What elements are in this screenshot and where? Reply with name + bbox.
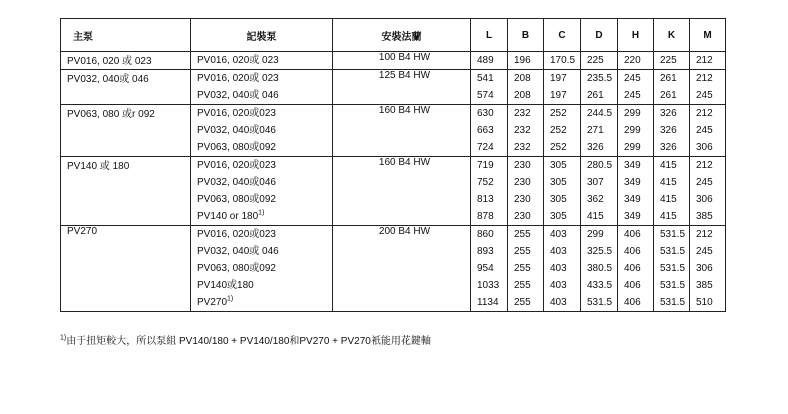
dim-B-value: 230 [514, 177, 531, 188]
dim-B-value: 196 [514, 55, 531, 66]
mounted-pump-label: PV270 [197, 297, 228, 308]
dim-M-value: 245 [696, 177, 713, 188]
dim-C-cell [544, 157, 581, 226]
main-pump-cell: PV032, 040或 046 [61, 70, 191, 105]
header-main-pump: 主泵 [61, 19, 191, 52]
dim-D-cell [581, 52, 618, 70]
dim-C-value: 197 [550, 73, 567, 84]
mounted-pump-line [197, 105, 332, 122]
dim-L-cell [471, 52, 508, 70]
mounted-pump-label: PV016, 020或023 [197, 229, 276, 240]
dim-B-value: 230 [514, 211, 531, 222]
dim-C-cell [544, 226, 581, 312]
footnote-text: 由于扭矩較大，所以泵組 PV140/180 + PV140/180和PV270 + PV270衹能用花鍵軸 [66, 336, 431, 347]
dim-C-cell [544, 105, 581, 157]
flange-cell: 160 B4 HW [333, 157, 471, 226]
dim-B-value: 255 [514, 297, 531, 308]
dim-M-value: 510 [696, 297, 713, 308]
dim-C-value: 305 [550, 177, 567, 188]
flange-cell: 160 B4 HW [333, 105, 471, 157]
dim-K-value: 415 [660, 160, 677, 171]
mounted-pump-line [197, 277, 332, 294]
table-row [61, 157, 726, 226]
dim-K-cell [654, 105, 690, 157]
footnote-marker: 1) [60, 334, 67, 342]
mounted-pump-line [197, 157, 332, 174]
dim-L-cell [471, 226, 508, 312]
dim-K-value: 531.5 [660, 263, 686, 274]
mounted-pump-line [197, 226, 332, 243]
dim-D-value: 235.5 [587, 73, 613, 84]
main-pump-cell: PV270 [61, 226, 191, 312]
dim-D-value: 261 [587, 90, 604, 101]
dim-K-cell [654, 157, 690, 226]
dim-H-cell [618, 157, 654, 226]
dim-K-value: 225 [660, 55, 677, 66]
dim-D-value: 531.5 [587, 297, 613, 308]
dim-K-value: 415 [660, 211, 677, 222]
dim-B-value: 208 [514, 90, 531, 101]
header-C: C [544, 19, 581, 52]
dim-L-value: 574 [477, 90, 494, 101]
dim-K-value: 531.5 [660, 229, 686, 240]
dim-H-value: 349 [624, 177, 641, 188]
dim-K-value: 415 [660, 194, 677, 205]
dim-H-value: 406 [624, 246, 641, 257]
dim-M-value: 306 [696, 263, 713, 274]
dim-H-cell [618, 105, 654, 157]
dim-M-value: 212 [696, 108, 713, 119]
mounted-pump-label: PV140或180 [197, 280, 254, 291]
dim-M-cell [690, 70, 726, 105]
dim-L-value: 860 [477, 229, 494, 240]
mounted-pump-label: PV063, 080或092 [197, 142, 276, 153]
dim-B-value: 255 [514, 246, 531, 257]
dim-K-value: 261 [660, 73, 677, 84]
mounted-pump-line [197, 87, 332, 104]
dim-L-value: 813 [477, 194, 494, 205]
dim-B-cell [508, 157, 544, 226]
dim-C-value: 252 [550, 125, 567, 136]
dim-L-cell [471, 157, 508, 226]
dim-M-value: 212 [696, 73, 713, 84]
dim-D-value: 225 [587, 55, 604, 66]
dim-K-value: 261 [660, 90, 677, 101]
flange-cell: 100 B4 HW [333, 52, 471, 70]
dim-H-value: 406 [624, 280, 641, 291]
dim-H-value: 349 [624, 160, 641, 171]
dim-H-value: 245 [624, 90, 641, 101]
dim-L-value: 752 [477, 177, 494, 188]
mounted-pump-label: PV016, 020或023 [197, 108, 276, 119]
dim-C-value: 197 [550, 90, 567, 101]
dim-D-cell [581, 70, 618, 105]
mounted-pump-line [197, 243, 332, 260]
mounted-pump-cell [191, 105, 333, 157]
dim-H-value: 406 [624, 229, 641, 240]
header-L: L [471, 19, 508, 52]
main-pump-cell: PV063, 080 或r 092 [61, 105, 191, 157]
mounted-pump-line [197, 174, 332, 191]
dim-C-value: 403 [550, 263, 567, 274]
dim-L-value: 1033 [477, 280, 500, 291]
dim-D-value: 280.5 [587, 160, 613, 171]
dim-K-cell [654, 226, 690, 312]
dim-B-cell [508, 52, 544, 70]
dim-D-cell [581, 157, 618, 226]
dim-D-value: 433.5 [587, 280, 613, 291]
header-D: D [581, 19, 618, 52]
dim-D-cell [581, 226, 618, 312]
footnote-ref: 1) [227, 295, 234, 303]
dim-D-value: 307 [587, 177, 604, 188]
dim-K-value: 531.5 [660, 246, 686, 257]
mounted-pump-label: PV016, 020或 023 [197, 73, 279, 84]
dim-C-value: 403 [550, 280, 567, 291]
dim-L-value: 663 [477, 125, 494, 136]
mounted-pump-cell [191, 157, 333, 226]
dim-B-value: 255 [514, 280, 531, 291]
mounted-pump-label: PV032, 040或046 [197, 177, 276, 188]
mounted-pump-line [197, 139, 332, 156]
dim-M-value: 212 [696, 160, 713, 171]
dim-M-value: 245 [696, 125, 713, 136]
dim-H-value: 299 [624, 125, 641, 136]
dim-L-value: 893 [477, 246, 494, 257]
table-row [61, 70, 726, 105]
dimension-table [60, 18, 726, 312]
header-M: M [690, 19, 726, 52]
dim-B-cell [508, 70, 544, 105]
dim-B-value: 230 [514, 194, 531, 205]
dim-D-value: 415 [587, 211, 604, 222]
dim-C-value: 305 [550, 160, 567, 171]
dim-H-value: 406 [624, 297, 641, 308]
mounted-pump-label: PV140 or 180 [197, 211, 259, 222]
dim-D-value: 299 [587, 229, 604, 240]
mounted-pump-label: PV032, 040或 046 [197, 246, 279, 257]
dim-C-cell [544, 70, 581, 105]
dim-C-value: 252 [550, 108, 567, 119]
main-pump-cell: PV016, 020 或 023 [61, 52, 191, 70]
dim-H-value: 406 [624, 263, 641, 274]
dim-L-cell [471, 70, 508, 105]
dim-L-value: 878 [477, 211, 494, 222]
mounted-pump-line [197, 122, 332, 139]
dim-M-cell [690, 157, 726, 226]
dim-L-value: 724 [477, 142, 494, 153]
dim-D-value: 271 [587, 125, 604, 136]
table-header [61, 19, 726, 52]
dim-K-value: 326 [660, 142, 677, 153]
dim-B-value: 255 [514, 229, 531, 240]
dim-C-value: 170.5 [550, 55, 576, 66]
dim-L-value: 719 [477, 160, 494, 171]
footnote [60, 332, 431, 347]
dim-L-value: 489 [477, 55, 494, 66]
dim-H-cell [618, 52, 654, 70]
dim-B-cell [508, 226, 544, 312]
dim-M-cell [690, 226, 726, 312]
dim-M-value: 385 [696, 211, 713, 222]
dim-H-value: 349 [624, 211, 641, 222]
dim-K-value: 326 [660, 108, 677, 119]
mounted-pump-line [197, 208, 332, 225]
header-mounted-pump: 記裝泵 [191, 19, 333, 52]
dim-C-value: 403 [550, 246, 567, 257]
dim-B-value: 232 [514, 108, 531, 119]
dim-M-cell [690, 52, 726, 70]
flange-cell: 200 B4 HW [333, 226, 471, 312]
dim-H-value: 299 [624, 108, 641, 119]
dim-K-value: 531.5 [660, 297, 686, 308]
dim-H-cell [618, 226, 654, 312]
dim-L-value: 541 [477, 73, 494, 84]
dim-K-value: 326 [660, 125, 677, 136]
dim-M-value: 306 [696, 194, 713, 205]
mounted-pump-label: PV016, 020或023 [197, 160, 276, 171]
dim-L-value: 954 [477, 263, 494, 274]
flange-cell: 125 B4 HW [333, 70, 471, 105]
table-body [61, 52, 726, 312]
main-pump-cell: PV140 或 180 [61, 157, 191, 226]
dim-D-value: 380.5 [587, 263, 613, 274]
dim-M-value: 212 [696, 55, 713, 66]
dim-C-value: 252 [550, 142, 567, 153]
dim-M-value: 245 [696, 246, 713, 257]
dim-C-value: 305 [550, 211, 567, 222]
dim-K-value: 531.5 [660, 280, 686, 291]
table-row [61, 226, 726, 312]
dim-K-value: 415 [660, 177, 677, 188]
dim-H-cell [618, 70, 654, 105]
mounted-pump-cell [191, 70, 333, 105]
dim-B-value: 208 [514, 73, 531, 84]
dim-C-cell [544, 52, 581, 70]
mounted-pump-line [197, 294, 332, 311]
dim-L-cell [471, 105, 508, 157]
dim-M-value: 385 [696, 280, 713, 291]
footnote-ref: 1) [258, 209, 265, 217]
dim-D-value: 326 [587, 142, 604, 153]
mounted-pump-line [197, 191, 332, 208]
dim-B-value: 230 [514, 160, 531, 171]
mounted-pump-label: PV016, 020或 023 [197, 55, 279, 66]
dim-B-value: 255 [514, 263, 531, 274]
dim-H-value: 245 [624, 73, 641, 84]
dim-L-value: 1134 [477, 297, 499, 308]
dim-M-cell [690, 105, 726, 157]
dim-M-value: 212 [696, 229, 713, 240]
mounted-pump-line [197, 260, 332, 277]
mounted-pump-label: PV032, 040或 046 [197, 90, 279, 101]
dim-D-value: 325.5 [587, 246, 613, 257]
dim-L-value: 630 [477, 108, 494, 119]
header-flange: 安裝法蘭 [333, 19, 471, 52]
dim-D-value: 362 [587, 194, 604, 205]
dim-K-cell [654, 52, 690, 70]
mounted-pump-label: PV063, 080或092 [197, 263, 276, 274]
header-K: K [654, 19, 690, 52]
table-row [61, 105, 726, 157]
dim-M-value: 245 [696, 90, 713, 101]
dim-H-value: 220 [624, 55, 641, 66]
dim-H-value: 299 [624, 142, 641, 153]
dim-D-cell [581, 105, 618, 157]
dim-C-value: 403 [550, 229, 567, 240]
mounted-pump-cell [191, 226, 333, 312]
table-row [61, 52, 726, 70]
dim-K-cell [654, 70, 690, 105]
mounted-pump-cell [191, 52, 333, 70]
dim-B-cell [508, 105, 544, 157]
mounted-pump-line [197, 70, 332, 87]
dim-M-value: 306 [696, 142, 713, 153]
dim-B-value: 232 [514, 125, 531, 136]
header-H: H [618, 19, 654, 52]
dim-C-value: 403 [550, 297, 567, 308]
mounted-pump-line [197, 52, 332, 69]
mounted-pump-label: PV032, 040或046 [197, 125, 276, 136]
dim-D-value: 244.5 [587, 108, 613, 119]
mounted-pump-label: PV063, 080或092 [197, 194, 276, 205]
dim-B-value: 232 [514, 142, 531, 153]
header-B: B [508, 19, 544, 52]
dim-C-value: 305 [550, 194, 567, 205]
dim-H-value: 349 [624, 194, 641, 205]
